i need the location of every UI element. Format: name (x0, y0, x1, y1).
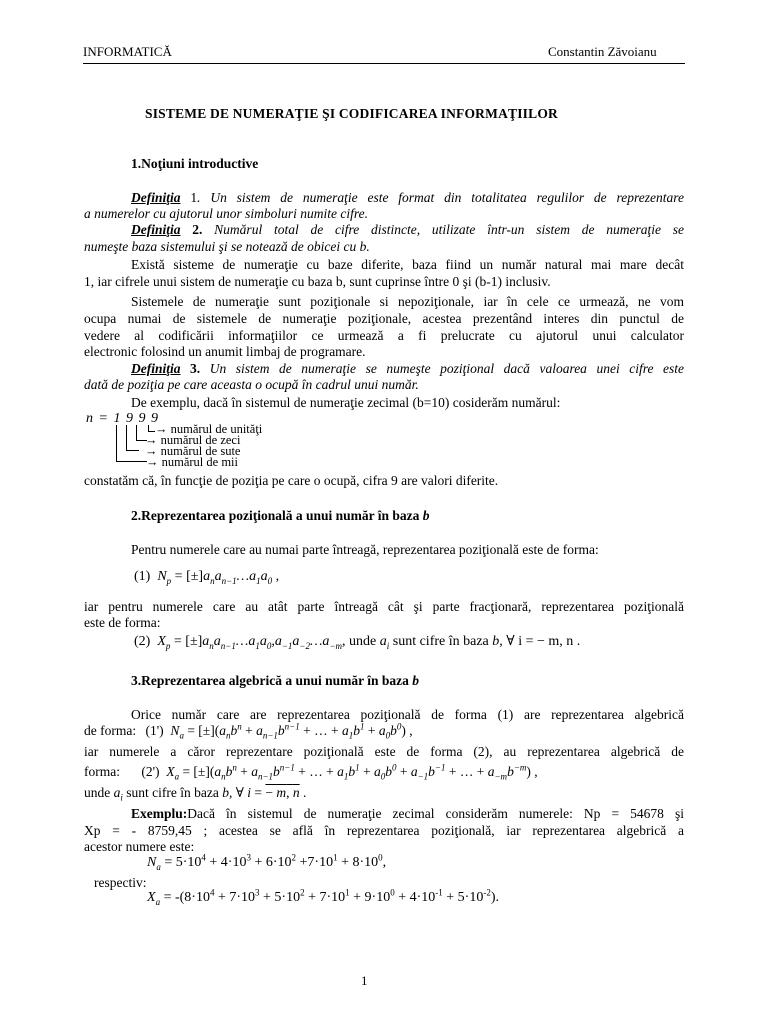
paragraph-positional-line1: Sistemele de numeraţie sunt poziţionale si nepoziţionale, iar în cele ce urmează, ne vom (131, 294, 684, 309)
def1-num: 1 (180, 190, 198, 205)
section-1-heading: 1.Noţiuni introductive (131, 156, 259, 171)
page-number: 1 (361, 973, 368, 988)
formula-2-unde: , unde (342, 634, 377, 649)
definition-3 (84, 361, 684, 377)
formula-xa-example: $X_a = -(8\cdot 10^4 + 7\cdot 10^3 + 5\cdot 10^2 + 7\cdot 10^1 + 9\cdot 10^0 + 4\cdot 10^{-1} + 5\cdot 10^{-2})$. (147, 887, 499, 907)
section-3-heading (131, 673, 419, 689)
section-3-line2: de forma: (1') $N_a = [\pm](a_nb^n + a_{n-1}b^{n-1}$ + … + $a_1b^1 + a_0b^0$) , (84, 721, 413, 741)
example-line1 (84, 806, 684, 822)
tree-bracket (116, 425, 147, 462)
section-3-line4: forma: (2') $X_a = [\pm](a_nb^n + a_{n-1}b^{n-1}$ + … + $a_1b^1 + a_0b^0 + a_{-1}b^{-1}$ + … + $a_{-m}b^{-m}$) , (84, 762, 538, 782)
formula-2: (2) $X_p$ = $[\pm]a_na_{n-1}\dots a_1a_0,a_{-1}a_{-2}\dots a_{-m}$, unde $a_i$ sunt cifre în baza b, ∀ i = − m, n . (134, 634, 581, 651)
paragraph-positional-line3: vedere al codificării informaţiilor ce urmează a fi prelucrate cu ajutorul unui calculator (84, 328, 684, 343)
formula-1-label: (1) (134, 569, 151, 584)
section-2-heading (131, 508, 430, 524)
paragraph-bases-line2: 1, iar cifrele unui sistem de numeraţie cu baza b, sunt cuprinse între 0 şi (b-1) inclusiv. (84, 274, 551, 289)
definition-1-line2: a numerelor cu ajutorul unor simboluri numite cifre. (84, 206, 368, 221)
tree-label-hundreds: → numărul de sute (145, 444, 241, 458)
section-3-unde-text: sunt cifre în baza (122, 785, 219, 800)
section-2-mid-line1: iar pentru numerele care au atât parte întreagă cât şi parte fracţionară, reprezentarea poziţională (84, 599, 684, 614)
definition-3-line2: dată de poziţia pe care aceasta o ocupă în cadrul unui număr. (84, 377, 419, 392)
page-title: SISTEME DE NUMERAŢIE ŞI CODIFICAREA INFORMAŢIILOR (145, 106, 558, 121)
formula-1: (1) $N_p$ = $[\pm]a_na_{n-1}\dots a_1a_0$ , (134, 569, 280, 586)
section-2-intro: Pentru numerele care au numai parte întreagă, reprezentarea poziţională este de forma: (131, 542, 599, 557)
section-2-heading-base: b (422, 508, 430, 523)
def1-label: Definiţia (131, 190, 181, 205)
example-conclusion: constatăm că, în funcţie de poziţia pe care o ocupă, cifra 9 are valori diferite. (84, 473, 499, 488)
def2-text: Numărul total de cifre distincte, utilizate într-un sistem de numeraţie se (202, 222, 685, 237)
tree-label-units: → numărul de unităţi (155, 422, 263, 436)
formula-2-prime-label: (2') (141, 764, 160, 779)
number-expression: n = 1 9 9 9 (86, 411, 159, 426)
def1-text: . Un sistem de numeraţie este format din totalitatea regulilor de reprezentare (197, 190, 685, 205)
def3-text: Un sistem de numeraţie se numeşte poziţional dacă valoarea unei cifre este (200, 361, 685, 376)
section-3-line3: iar numerele a căror reprezentare poziţională este de forma (2), au reprezentarea algebrică de (84, 744, 684, 759)
section-3-line1: Orice număr care are reprezentarea poziţională de forma (1) are reprezentarea algebrică (131, 707, 684, 722)
formula-2-digits-text: sunt cifre în baza (389, 634, 489, 649)
formula-2-label: (2) (134, 634, 151, 649)
formula-2-range: , ∀ i = − m, n . (499, 634, 581, 649)
example-intro: De exemplu, dacă în sistemul de numeraţie zecimal (b=10) cosiderăm numărul: (131, 395, 561, 410)
running-header-right: Constantin Zăvoianu (548, 44, 657, 59)
definition-2 (84, 222, 684, 238)
tree-bracket (148, 425, 155, 432)
tree-label-thousands: → numărul de mii (146, 455, 238, 469)
section-3-heading-base: b (412, 673, 419, 688)
section-3-line4-text: forma: (84, 764, 120, 779)
running-header-left: INFORMATICĂ (83, 44, 172, 59)
paragraph-positional-line4: electronic folosind un anumit limbaj de programare. (84, 344, 366, 359)
section-3-heading-text: 3.Reprezentarea algebrică a unui număr în baza (131, 673, 413, 688)
example-line2: Xp = - 8759,45 ; acestea se află în reprezentarea poziţională, iar reprezentarea algebrică a (84, 823, 684, 838)
formula-1-prime-label: (1') (145, 723, 164, 738)
section-2-heading-text: 2.Reprezentarea poziţională a unui număr în baza (131, 508, 423, 523)
section-3-line2-text: de forma: (84, 723, 137, 738)
example-line1-text: Dacă în sistemul de numeraţie zecimal considerăm numerele: Np = 54678 şi (187, 806, 684, 821)
respectiv-label: respectiv: (94, 875, 147, 890)
tree-label-tens: → numărul de zeci (145, 433, 241, 447)
def2-num: 2. (180, 222, 203, 237)
definition-2-line2: numeşte baza sistemului şi se notează de obicei cu b. (84, 239, 370, 254)
section-2-mid-line2: este de forma: (84, 615, 161, 630)
paragraph-positional-line2: ocupa numai de sistemele de numeraţie poziţionale, acestea prezentând interes din punctul de (84, 311, 684, 326)
section-3-unde-line: unde $a_i$ sunt cifre în baza b, ∀ i = − m, n . (84, 785, 307, 803)
paragraph-bases-line1: Există sisteme de numeraţie cu baze diferite, baza fiind un număr natural mai mare decât (131, 257, 684, 272)
def3-num: 3. (180, 361, 201, 376)
example-line3: acestor numere este: (84, 839, 195, 854)
formula-na-example: $N_a = 5\cdot 10^4 + 4\cdot 10^3 + 6\cdot 10^2 +7\cdot 10^1 + 8\cdot 10^0$, (147, 852, 387, 872)
def2-label: Definiţia (131, 222, 181, 237)
header-rule (83, 63, 685, 64)
definition-1 (84, 190, 684, 206)
example-label: Exemplu: (131, 806, 188, 821)
def3-label: Definiţia (131, 361, 181, 376)
